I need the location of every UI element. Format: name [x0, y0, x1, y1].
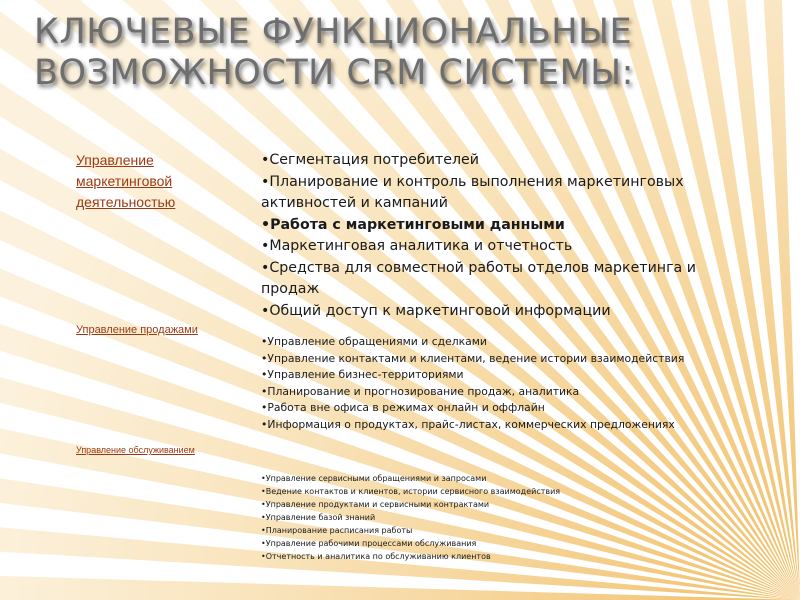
slide-title-line-2: ВОЗМОЖНОСТИ CRM СИСТЕМЫ: [34, 53, 634, 93]
list-item: •Общий доступ к маркетинговой информации [261, 302, 611, 319]
list-item: •Планирование и прогнозирование продаж, аналитика [261, 384, 580, 398]
list-item: •Отчетность и аналитика по обслуживанию клиентов [261, 552, 491, 561]
list-item: •Управление контактами и клиентами, ведение истории взаимодействия [261, 351, 685, 365]
service-management-link[interactable]: Управление обслуживанием [76, 445, 195, 455]
list-item: •Работа вне офиса в режимах онлайн и оффлайн [261, 401, 545, 414]
slide-title [34, 12, 734, 94]
list-item: •Планирование расписания работы [261, 526, 413, 535]
list-item: •Управление обращениями и сделками [261, 335, 487, 348]
sales-management-link[interactable]: Управление продажами [76, 324, 198, 336]
list-item: •Управление рабочими процессами обслуживания [261, 539, 477, 548]
list-item: •Планирование и контроль выполнения маркетинговых активностей и кампаний [261, 173, 684, 211]
list-item: •Маркетинговая аналитика и отчетность [261, 238, 573, 254]
service-features-list [261, 472, 731, 563]
list-item: •Управление базой знаний [261, 513, 376, 522]
list-item: •Управление бизнес-территориями [261, 368, 464, 381]
list-item: •Управление продуктами и сервисными контрактами [261, 500, 490, 509]
marketing-features-list [261, 150, 731, 322]
list-item: •Информация о продуктах, прайс-листах, коммерческих предложениях [261, 417, 675, 431]
marketing-management-link[interactable]: Управление маркетинговой деятельностью [76, 152, 176, 210]
list-item: •Ведение контактов и клиентов, истории сервисного взаимодействия [261, 487, 561, 496]
list-item: •Управление сервисными обращениями и запросами [261, 474, 487, 483]
slide-title-line-1: КЛЮЧЕВЫЕ ФУНКЦИОНАЛЬНЫЕ [34, 12, 633, 52]
list-item: •Работа с маркетинговыми данными [261, 216, 565, 233]
list-item: •Сегментация потребителей [261, 152, 479, 168]
sales-features-list [261, 334, 731, 433]
list-item: •Средства для совместной работы отделов маркетинга и продаж [261, 259, 696, 297]
